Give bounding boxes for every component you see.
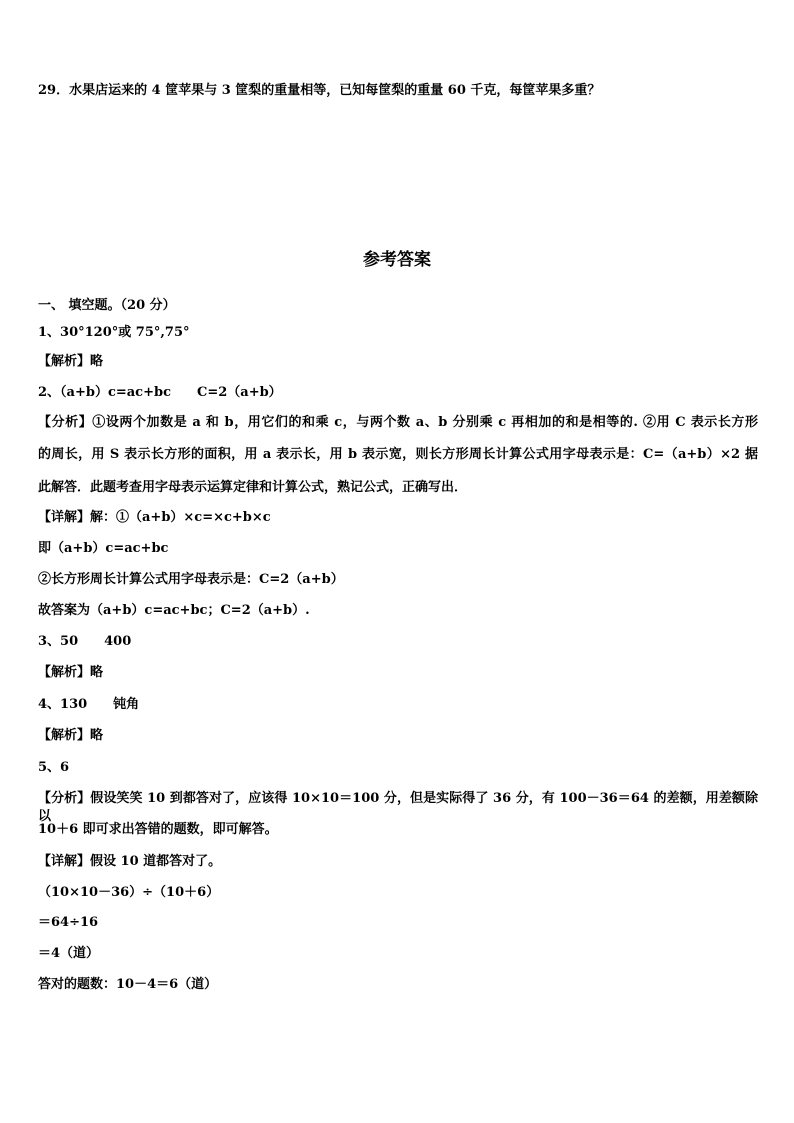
answer-2-analysis-line-3: 此解答．此题考查用字母表示运算定律和计算公式，熟记公式，正确写出． (38, 480, 468, 495)
answer-5-detail-line-5: 答对的题数：10－4＝6（道） (38, 977, 218, 992)
answer-2-analysis-line-2: 的周长，用 S 表示长方形的面积，用 a 表示长，用 b 表示宽，则长方形周长计算公式用字母表示是：C=（a+b）×2 据 (38, 447, 758, 462)
answer-1-note: 【解析】略 (38, 354, 104, 369)
answer-3: 3、50 400 (38, 634, 132, 649)
answer-5-detail-line-4: ＝4（道） (38, 946, 100, 961)
section-heading: 一、 填空题。（20 分） (38, 298, 176, 313)
answer-5-detail-line-2: （10×10－36）÷（10＋6） (38, 885, 220, 900)
answer-5-analysis-line-2: 10＋6 即可求出答错的题数，即可解答。 (38, 822, 278, 837)
answer-2: 2、（a+b）c=ac+bc C=2（a+b） (38, 385, 282, 400)
answer-title: 参考答案 (363, 250, 431, 270)
answer-5-detail-line-3: ＝64÷16 (38, 915, 99, 930)
answer-2-detail-line-3: ②长方形周长计算公式用字母表示是：C=2（a+b） (38, 572, 344, 587)
answer-1: 1、30°120°或 75°,75° (38, 325, 190, 340)
answer-3-note: 【解析】略 (38, 665, 104, 680)
answer-2-detail-line-4: 故答案为（a+b）c=ac+bc；C=2（a+b）. (38, 603, 310, 618)
answer-4-note: 【解析】略 (38, 728, 104, 743)
question-29: 29．水果店运来的 4 筐苹果与 3 筐梨的重量相等，已知每筐梨的重量 60 千克，每筐苹果多重？ (38, 83, 601, 98)
answer-2-analysis-line-1: 【分析】①设两个加数是 a 和 b，用它们的和乘 c，与两个数 a、b 分别乘 c 再相加的和是相等的. ②用 C 表示长方形 (38, 415, 758, 430)
answer-5-detail-line-1: 【详解】假设 10 道都答对了。 (38, 854, 222, 869)
answer-5: 5、6 (38, 760, 70, 775)
answer-4: 4、130 钝角 (38, 697, 140, 712)
answer-5-analysis-line-1: 【分析】假设笑笑 10 到都答对了，应该得 10×10＝100 分，但是实际得了 36 分，有 100－36＝64 的差额，用差额除以 (38, 791, 758, 824)
answer-2-detail-line-1: 【详解】解：①（a+b）×c=×c+b×c (38, 510, 271, 525)
answer-2-detail-line-2: 即（a+b）c=ac+bc (38, 541, 169, 556)
